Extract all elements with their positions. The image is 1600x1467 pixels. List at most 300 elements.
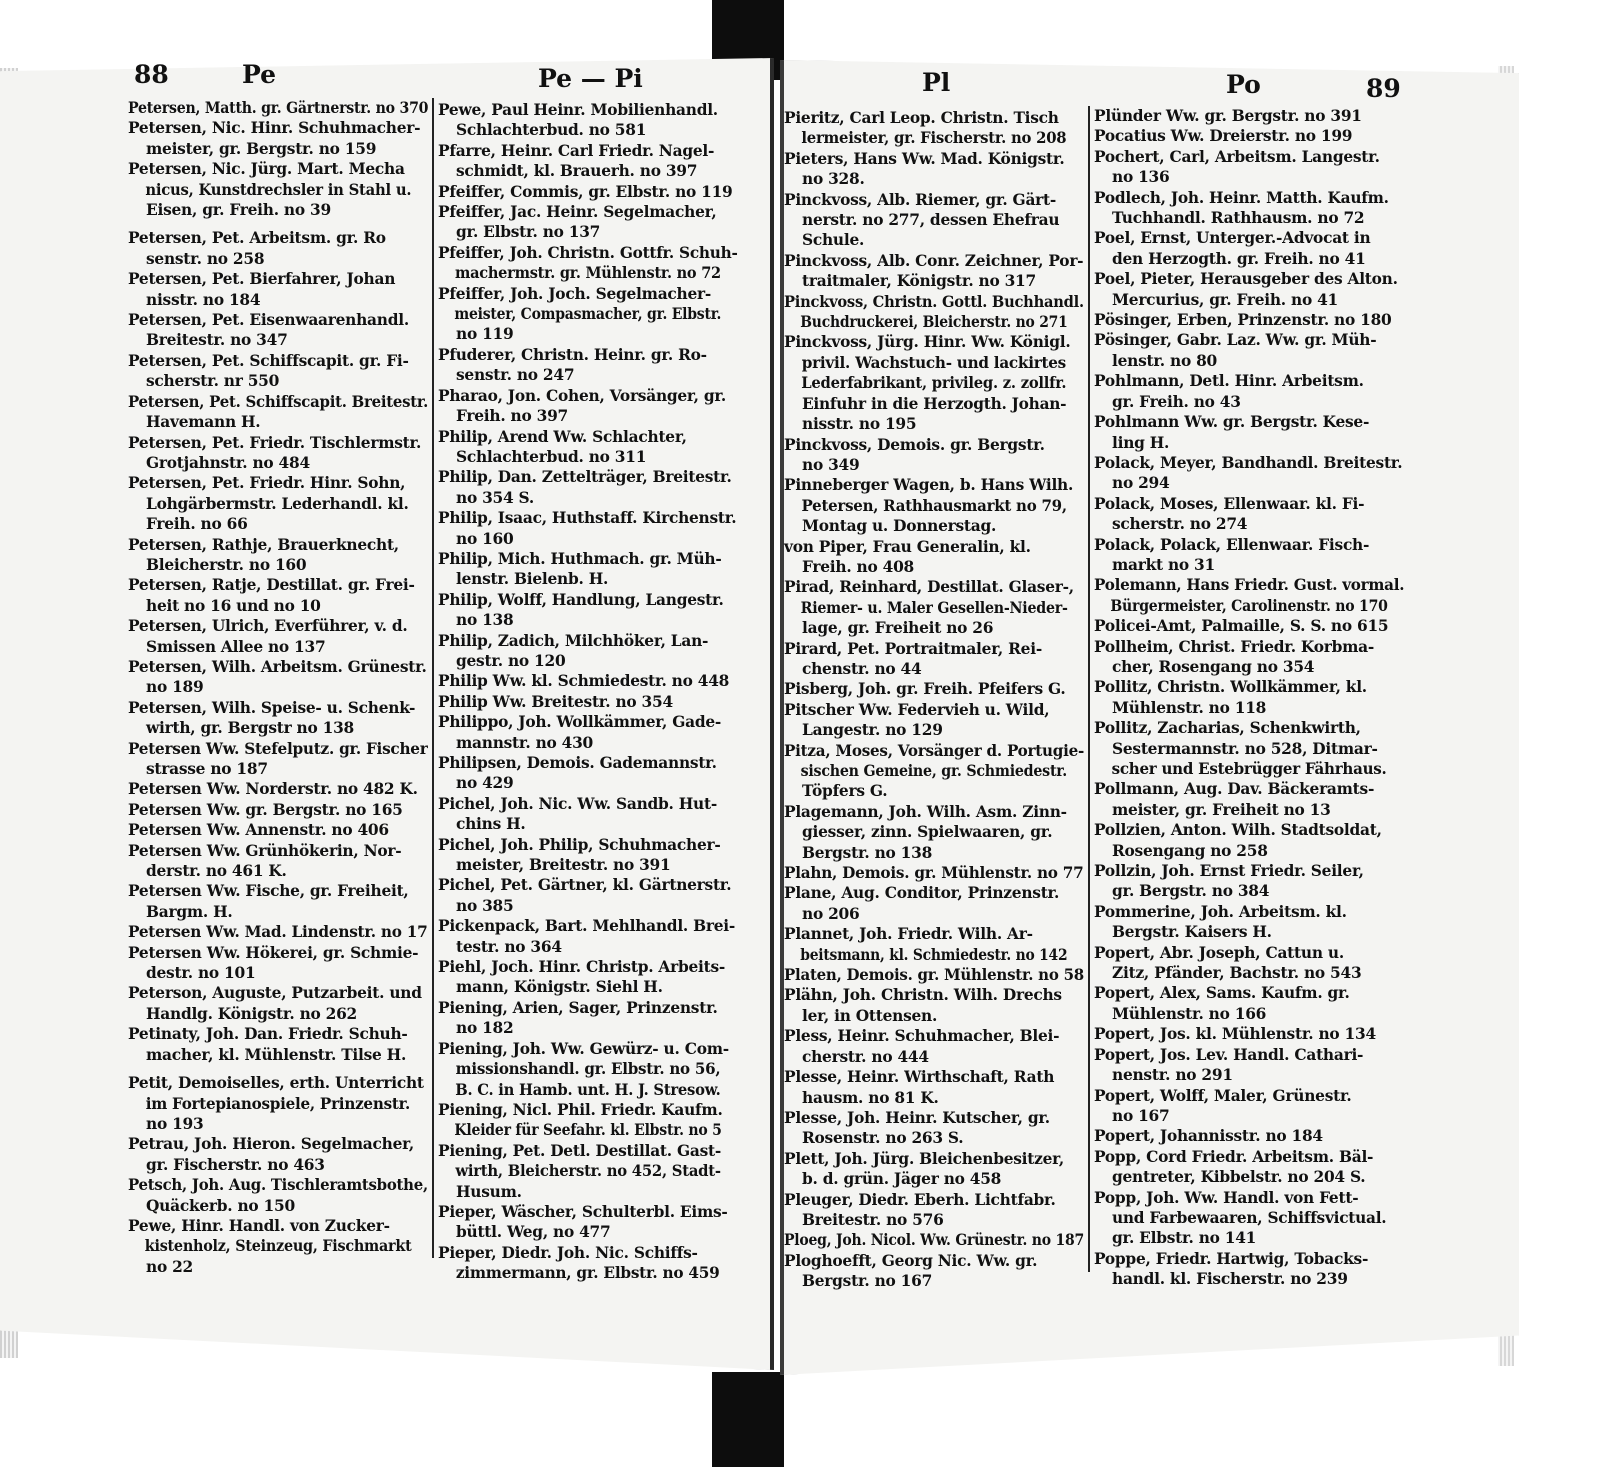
- entry-line: Pfeiffer, Commis, gr. Elbstr. no 119: [438, 182, 733, 201]
- entry-line: no 119: [456, 325, 514, 344]
- directory-entry: [438, 1141, 738, 1202]
- directory-entry: [1094, 126, 1404, 146]
- entry-line: Plett, Joh. Jürg. Bleichenbesitzer,: [784, 1149, 1064, 1168]
- entry-line: Petsch, Joh. Aug. Tischleramtsbothe,: [128, 1176, 428, 1195]
- entry-line: privil. Wachstuch- und lackirtes: [801, 353, 1066, 372]
- entry-line: gr. Bergstr. no 384: [1112, 882, 1270, 901]
- entry-line: Pitscher Ww. Federvieh u. Wild,: [784, 700, 1050, 719]
- entry-line: Philipsen, Demois. Gademannstr.: [438, 754, 717, 772]
- entry-line: wirth, gr. Bergstr no 138: [146, 719, 354, 738]
- directory-entry: [128, 473, 428, 534]
- directory-entry: [784, 537, 1084, 578]
- directory-entry: [784, 1149, 1084, 1190]
- directory-entry: [438, 243, 738, 284]
- entry-line: Pichel, Pet. Gärtner, kl. Gärtnerstr.: [438, 876, 732, 895]
- entry-line: Pless, Heinr. Schuhmacher, Blei-: [784, 1027, 1060, 1046]
- entry-line: handl. kl. Fischerstr. no 239: [1112, 1270, 1348, 1289]
- directory-entry: [784, 149, 1084, 190]
- entry-line: strasse no 187: [146, 760, 268, 778]
- entry-line: Pommerine, Joh. Arbeitsm. kl.: [1094, 902, 1347, 921]
- directory-entry: [438, 998, 738, 1039]
- entry-line: Philip, Mich. Huthmach. gr. Müh-: [438, 549, 722, 568]
- directory-entry: [1094, 453, 1404, 494]
- entry-line: missionshandl. gr. Elbstr. no 56,: [455, 1060, 721, 1079]
- entry-line: b. d. grün. Jäger no 458: [802, 1170, 1002, 1189]
- directory-entry: [1094, 1147, 1404, 1188]
- entry-line: Eisen, gr. Freih. no 39: [146, 201, 331, 220]
- directory-entry: [784, 679, 1084, 699]
- entry-line: giesser, zinn. Spielwaaren, gr.: [802, 823, 1053, 842]
- directory-entry: [438, 284, 738, 345]
- directory-entry: [128, 433, 428, 474]
- entry-line: Popert, Jos. kl. Mühlenstr. no 134: [1094, 1025, 1376, 1044]
- entry-line: no 429: [456, 774, 514, 793]
- directory-entry: [784, 1108, 1084, 1149]
- entry-line: nisstr. no 195: [802, 415, 917, 434]
- directory-entry: [128, 310, 428, 351]
- entry-line: Plesse, Heinr. Wirthschaft, Rath: [784, 1068, 1055, 1087]
- entry-line: ling H.: [1112, 433, 1170, 452]
- directory-entry: [1094, 1188, 1404, 1249]
- entry-line: Bergstr. no 167: [802, 1272, 933, 1291]
- directory-entry: [128, 1175, 428, 1216]
- entry-line: Petersen, Nic. Jürg. Mart. Mecha: [128, 160, 405, 179]
- entry-line: Pfeiffer, Jac. Heinr. Segelmacher,: [438, 203, 717, 222]
- entry-line: Podlech, Joh. Heinr. Matth. Kaufm.: [1094, 188, 1389, 207]
- directory-entry: [784, 985, 1084, 1026]
- entry-line: Pollitz, Zacharias, Schenkwirth,: [1094, 719, 1361, 738]
- entry-line: Breitestr. no 576: [802, 1210, 944, 1229]
- entry-line: Lohgärbermstr. Lederhandl. kl.: [146, 494, 409, 513]
- entry-line: Pinckvoss, Alb. Conr. Zeichner, Por-: [784, 251, 1084, 270]
- directory-entry: [438, 182, 738, 202]
- directory-entry: [128, 1134, 428, 1175]
- entry-line: Mercurius, gr. Freih. no 41: [1112, 290, 1338, 309]
- entry-line: Pocatius Ww. Dreierstr. no 199: [1094, 127, 1353, 146]
- entry-line: nenstr. no 291: [1112, 1066, 1233, 1085]
- entry-line: Petit, Demoiselles, erth. Unterricht: [128, 1074, 424, 1093]
- entry-line: im Fortepianospiele, Prinzenstr.: [145, 1094, 410, 1113]
- entry-line: Philip Ww. Breitestr. no 354: [438, 692, 673, 711]
- directory-entry: [128, 881, 428, 922]
- entry-line: gr. Freih. no 43: [1112, 392, 1241, 411]
- entry-line: no 193: [146, 1114, 204, 1133]
- entry-line: Petersen Ww. Norderstr. no 482 K.: [128, 780, 418, 799]
- entry-line: Smissen Allee no 137: [146, 637, 326, 656]
- entry-line: Polemann, Hans Friedr. Gust. vormal.: [1094, 576, 1405, 595]
- directory-entry: [438, 141, 738, 182]
- entry-line: scher und Estebrügger Fährhaus.: [1111, 760, 1387, 778]
- directory-entry: [128, 922, 428, 942]
- left-page-number: 88: [134, 60, 169, 89]
- directory-entry: [438, 202, 738, 243]
- entry-line: Pochert, Carl, Arbeitsm. Langestr.: [1094, 147, 1380, 166]
- directory-entry: [1094, 575, 1404, 616]
- directory-entry: [128, 779, 428, 799]
- right-column-1: [784, 108, 1084, 1292]
- directory-entry: [438, 1039, 738, 1100]
- entry-line: B. C. in Hamb. unt. H. J. Stresow.: [455, 1080, 721, 1099]
- left-column2-running-head: Pe — Pi: [538, 64, 643, 93]
- entry-line: kistenholz, Steinzeug, Fischmarkt: [144, 1237, 412, 1256]
- directory-entry: [784, 965, 1084, 985]
- entry-line: Pfeiffer, Joh. Christn. Gottfr. Schuh-: [438, 243, 738, 262]
- directory-entry: [438, 671, 738, 691]
- entry-line: ler, in Ottensen.: [802, 1006, 938, 1025]
- entry-line: Pösinger, Gabr. Laz. Ww. gr. Müh-: [1094, 331, 1377, 350]
- entry-line: macher, kl. Mühlenstr. Tilse H.: [146, 1045, 407, 1064]
- entry-line: Kleider für Seefahr. kl. Elbstr. no 5: [454, 1121, 722, 1140]
- entry-line: gr. Fischerstr. no 463: [146, 1155, 325, 1174]
- entry-line: Pohlmann Ww. gr. Bergstr. Kese-: [1094, 413, 1370, 432]
- entry-line: mannstr. no 430: [456, 733, 594, 752]
- directory-entry: [128, 159, 428, 220]
- entry-line: Popert, Johannisstr. no 184: [1094, 1127, 1323, 1146]
- entry-line: scherstr. nr 550: [146, 372, 280, 391]
- entry-line: Plähn, Joh. Christn. Wilh. Drechs: [784, 986, 1062, 1005]
- directory-entry: [784, 883, 1084, 924]
- entry-line: Plannet, Joh. Friedr. Wilh. Ar-: [784, 925, 1033, 944]
- entry-line: Polack, Polack, Ellenwaar. Fisch-: [1094, 535, 1370, 554]
- entry-line: senstr. no 258: [146, 249, 265, 268]
- directory-entry: [784, 475, 1084, 536]
- entry-line: Petersen, Wilh. Speise- u. Schenk-: [128, 698, 416, 717]
- directory-entry: [784, 1067, 1084, 1108]
- entry-line: Petersen, Wilh. Arbeitsm. Grünestr.: [128, 657, 427, 676]
- entry-line: Petersen, Pet. Friedr. Tischlermstr.: [128, 433, 422, 452]
- entry-line: Petersen, Pet. Eisenwaarenhandl.: [128, 311, 409, 330]
- entry-line: Petersen Ww. gr. Bergstr. no 165: [128, 800, 403, 819]
- entry-line: Petersen, Pet. Schiffscapit. gr. Fi-: [128, 351, 409, 370]
- entry-line: Pollzien, Anton. Wilh. Stadtsoldat,: [1094, 821, 1382, 840]
- entry-line: Popp, Cord Friedr. Arbeitsm. Bäl-: [1094, 1147, 1374, 1166]
- entry-line: Petersen, Pet. Bierfahrer, Johan: [128, 270, 396, 289]
- entry-line: Philip, Wolff, Handlung, Langestr.: [438, 590, 724, 609]
- directory-entry: [438, 386, 738, 427]
- entry-line: gestr. no 120: [456, 651, 566, 670]
- directory-entry: [128, 1073, 428, 1134]
- directory-entry: [128, 575, 428, 616]
- directory-entry: [1094, 1126, 1404, 1146]
- entry-line: Philip, Zadich, Milchhöker, Lan-: [438, 631, 709, 650]
- entry-line: Peterson, Auguste, Putzarbeit. und: [128, 984, 422, 1003]
- left-running-head: Pe: [242, 60, 277, 89]
- directory-entry: [1094, 412, 1404, 453]
- entry-line: gr. Elbstr. no 137: [456, 223, 601, 242]
- directory-entry: [1094, 228, 1404, 269]
- directory-entry: [784, 1190, 1084, 1231]
- entry-line: Pinckvoss, Christn. Gottl. Buchhandl.: [784, 292, 1084, 311]
- directory-entry: [784, 924, 1084, 965]
- entry-line: Philip Ww. kl. Schmiedestr. no 448: [438, 672, 730, 691]
- directory-entry: [128, 616, 428, 657]
- directory-entry: [784, 577, 1084, 638]
- entry-line: Pharao, Jon. Cohen, Vorsänger, gr.: [438, 386, 726, 405]
- entry-line: no 138: [456, 611, 514, 630]
- directory-entry: [784, 1026, 1084, 1067]
- entry-line: Pollheim, Christ. Friedr. Korbma-: [1094, 637, 1374, 656]
- entry-line: Einfuhr in die Herzogth. Johan-: [801, 394, 1067, 413]
- entry-line: gentreter, Kibbelstr. no 204 S.: [1112, 1168, 1366, 1187]
- entry-line: Bürgermeister, Carolinenstr. no 170: [1110, 596, 1388, 615]
- entry-line: Montag u. Donnerstag.: [802, 517, 997, 536]
- directory-entry: [128, 841, 428, 882]
- entry-line: Husum.: [456, 1182, 522, 1201]
- directory-entry: [128, 983, 428, 1024]
- entry-line: Grotjahnstr. no 484: [146, 453, 310, 472]
- entry-line: zimmermann, gr. Elbstr. no 459: [455, 1264, 720, 1283]
- entry-line: Freih. no 408: [802, 557, 914, 576]
- right-running-head-left: Pl: [922, 68, 951, 97]
- directory-entry: [128, 739, 428, 780]
- entry-line: mann, Königstr. Siehl H.: [456, 978, 663, 997]
- entry-line: Philip, Dan. Zettelträger, Breitestr.: [438, 468, 732, 487]
- entry-line: Poppe, Friedr. Hartwig, Tobacks-: [1094, 1249, 1369, 1268]
- entry-line: Popert, Alex, Sams. Kaufm. gr.: [1094, 984, 1350, 1003]
- entry-line: sischen Gemeine, gr. Schmiedestr.: [800, 762, 1067, 780]
- directory-entry: [784, 292, 1084, 333]
- entry-line: markt no 31: [1112, 555, 1215, 574]
- entry-line: no 189: [146, 678, 204, 697]
- entry-line: no 385: [456, 896, 514, 915]
- directory-entry: [1094, 1249, 1404, 1290]
- entry-line: meister, gr. Freiheit no 13: [1112, 800, 1331, 819]
- directory-entry: [128, 1024, 428, 1065]
- directory-entry: [438, 590, 738, 631]
- directory-entry: [438, 427, 738, 468]
- entry-line: Piehl, Joch. Hinr. Christp. Arbeits-: [438, 958, 726, 977]
- entry-line: Philip, Isaac, Huthstaff. Kirchenstr.: [438, 509, 737, 528]
- directory-entry: [1094, 310, 1404, 330]
- entry-line: wirth, Bleicherstr. no 452, Stadt-: [455, 1162, 721, 1181]
- entry-line: Pohlmann, Detl. Hinr. Arbeitsm.: [1094, 372, 1364, 391]
- entry-line: Policei-Amt, Palmaille, S. S. no 615: [1094, 617, 1389, 636]
- entry-line: no 167: [1112, 1106, 1170, 1125]
- directory-entry: [438, 1202, 738, 1243]
- entry-line: Bleicherstr. no 160: [146, 555, 307, 574]
- entry-line: Pichel, Joh. Nic. Ww. Sandb. Hut-: [438, 794, 717, 813]
- directory-entry: [784, 863, 1084, 883]
- entry-line: Philip, Arend Ww. Schlachter,: [438, 427, 687, 446]
- entry-line: Ploeg, Joh. Nicol. Ww. Grünestr. no 187: [784, 1231, 1084, 1250]
- entry-line: nerstr. no 277, dessen Ehefrau: [802, 211, 1060, 230]
- directory-entry: [1094, 861, 1404, 902]
- entry-line: Schlachterbud. no 581: [456, 121, 647, 140]
- entry-line: no 136: [1112, 168, 1170, 187]
- directory-entry: [1094, 718, 1404, 779]
- directory-entry: [438, 875, 738, 916]
- entry-line: Freih. no 66: [146, 515, 248, 534]
- left-column-1: [128, 98, 428, 1277]
- directory-entry: [128, 118, 428, 159]
- entry-line: Pollitz, Christn. Wollkämmer, kl.: [1094, 678, 1367, 697]
- entry-line: Mühlenstr. no 166: [1112, 1004, 1267, 1023]
- entry-line: Petinaty, Joh. Dan. Friedr. Schuh-: [128, 1025, 408, 1044]
- entry-line: Pieters, Hans Ww. Mad. Königstr.: [784, 149, 1065, 168]
- entry-line: Pieper, Diedr. Joh. Nic. Schiffs-: [438, 1243, 698, 1262]
- directory-entry: [438, 835, 738, 876]
- entry-line: Petersen Ww. Grünhökerin, Nor-: [128, 841, 402, 860]
- directory-entry: [1094, 677, 1404, 718]
- entry-line: Pieritz, Carl Leop. Christn. Tisch: [784, 109, 1059, 127]
- directory-entry: [128, 228, 428, 269]
- entry-line: schmidt, kl. Brauerh. no 397: [456, 162, 698, 181]
- directory-entry: [128, 351, 428, 392]
- entry-line: no 349: [802, 455, 860, 474]
- directory-entry: [128, 820, 428, 840]
- entry-line: Breitestr. no 347: [146, 331, 288, 350]
- entry-line: senstr. no 247: [456, 366, 575, 385]
- entry-line: machermstr. gr. Mühlenstr. no 72: [454, 264, 721, 283]
- directory-entry: [438, 467, 738, 508]
- directory-entry: [128, 698, 428, 739]
- directory-entry: [128, 657, 428, 698]
- entry-line: Pinneberger Wagen, b. Hans Wilh.: [784, 476, 1074, 495]
- entry-line: Quäckerb. no 150: [146, 1196, 295, 1215]
- entry-line: Pinckvoss, Demois. gr. Bergstr.: [784, 435, 1045, 454]
- entry-line: meister, gr. Bergstr. no 159: [146, 139, 377, 158]
- entry-line: Petersen, Pet. Friedr. Hinr. Sohn,: [128, 474, 406, 493]
- entry-line: Pewe, Paul Heinr. Mobilienhandl.: [438, 101, 718, 119]
- entry-line: Pirad, Reinhard, Destillat. Glaser-,: [784, 578, 1074, 597]
- entry-line: Philippo, Joh. Wollkämmer, Gade-: [438, 713, 722, 732]
- directory-entry: [438, 1243, 738, 1284]
- entry-line: Plane, Aug. Conditor, Prinzenstr.: [784, 884, 1060, 903]
- entry-line: cherstr. no 444: [802, 1047, 929, 1066]
- entry-line: Polack, Moses, Ellenwaar. kl. Fi-: [1094, 494, 1365, 513]
- left-column-rule: [432, 98, 434, 1258]
- entry-line: nicus, Kunstdrechsler in Stahl u.: [145, 180, 412, 199]
- directory-entry: [1094, 1045, 1404, 1086]
- entry-line: Plagemann, Joh. Wilh. Asm. Zinn-: [784, 802, 1067, 821]
- entry-line: derstr. no 461 K.: [146, 862, 287, 881]
- directory-entry: [1094, 902, 1404, 943]
- directory-entry: [784, 1230, 1084, 1250]
- directory-entry: [438, 631, 738, 672]
- directory-entry: [784, 1251, 1084, 1292]
- directory-entry: [784, 700, 1084, 741]
- directory-entry: [1094, 535, 1404, 576]
- entry-line: Pirard, Pet. Portraitmaler, Rei-: [784, 639, 1042, 658]
- entry-line: Pollmann, Aug. Dav. Bäckeramts-: [1094, 780, 1375, 799]
- entry-line: und Farbewaaren, Schiffsvictual.: [1111, 1208, 1387, 1227]
- directory-entry: [438, 345, 738, 386]
- entry-line: lage, gr. Freiheit no 26: [802, 619, 994, 638]
- entry-line: Petersen Ww. Fische, gr. Freiheit,: [128, 882, 409, 901]
- entry-line: Pfeiffer, Joh. Joch. Segelmacher-: [438, 284, 712, 303]
- entry-line: no 182: [456, 1019, 514, 1038]
- entry-line: Petersen Ww. Mad. Lindenstr. no 17: [128, 923, 428, 942]
- directory-entry: [1094, 106, 1404, 126]
- entry-line: destr. no 101: [146, 964, 256, 983]
- entry-line: Pisberg, Joh. gr. Freih. Pfeifers G.: [784, 680, 1066, 699]
- entry-line: no 22: [146, 1257, 193, 1276]
- directory-entry: [784, 190, 1084, 251]
- entry-line: Petrau, Joh. Hieron. Segelmacher,: [128, 1135, 414, 1154]
- entry-line: Poel, Pieter, Herausgeber des Alton.: [1094, 270, 1398, 289]
- entry-line: von Piper, Frau Generalin, kl.: [784, 537, 1031, 556]
- entry-line: Petersen, Pet. Schiffscapit. Breitestr.: [128, 392, 429, 411]
- entry-line: Petersen, Rathje, Brauerknecht,: [128, 535, 399, 554]
- directory-entry: [1094, 616, 1404, 636]
- entry-line: Zitz, Pfänder, Bachstr. no 543: [1112, 964, 1362, 983]
- directory-entry: [1094, 188, 1404, 229]
- entry-line: gr. Elbstr. no 141: [1112, 1229, 1257, 1248]
- entry-line: Plesse, Joh. Heinr. Kutscher, gr.: [784, 1108, 1050, 1127]
- entry-line: lenstr. Bielenb. H.: [456, 570, 609, 589]
- entry-line: meister, Compasmacher, gr. Elbstr.: [454, 305, 722, 324]
- entry-line: Pfarre, Heinr. Carl Friedr. Nagel-: [438, 141, 715, 160]
- entry-line: Schlachterbud. no 311: [456, 447, 647, 466]
- entry-line: Petersen, Rathhausmarkt no 79,: [801, 496, 1067, 515]
- entry-line: Petersen Ww. Hökerei, gr. Schmie-: [128, 943, 419, 962]
- directory-entry: [784, 332, 1084, 434]
- entry-line: Handlg. Königstr. no 262: [146, 1004, 358, 1023]
- entry-line: lenstr. no 80: [1112, 351, 1217, 370]
- entry-line: Pichel, Joh. Philip, Schuhmacher-: [438, 835, 721, 854]
- entry-line: Pickenpack, Bart. Mehlhandl. Brei-: [438, 917, 736, 936]
- directory-entry: [784, 251, 1084, 292]
- entry-line: Rosenstr. no 263 S.: [802, 1129, 964, 1148]
- entry-line: Bargm. H.: [146, 902, 233, 921]
- entry-line: Piening, Arien, Sager, Prinzenstr.: [438, 998, 718, 1017]
- entry-line: Petersen, Matth. gr. Gärtnerstr. no 370: [128, 99, 429, 117]
- directory-entry: [128, 1216, 428, 1277]
- directory-entry: [438, 753, 738, 794]
- directory-entry: [438, 549, 738, 590]
- entry-line: Polack, Meyer, Bandhandl. Breitestr.: [1094, 453, 1403, 472]
- entry-line: Pinckvoss, Alb. Riemer, gr. Gärt-: [784, 190, 1057, 209]
- directory-entry: [1094, 147, 1404, 188]
- entry-line: beitsmann, kl. Schmiedestr. no 142: [800, 945, 1068, 964]
- entry-line: Buchdruckerei, Bleicherstr. no 271: [800, 313, 1068, 332]
- entry-line: Pewe, Hinr. Handl. von Zucker-: [128, 1216, 390, 1235]
- entry-line: Bergstr. no 138: [802, 843, 933, 862]
- entry-line: Plünder Ww. gr. Bergstr. no 391: [1094, 107, 1362, 125]
- entry-line: lermeister, gr. Fischerstr. no 208: [801, 129, 1067, 148]
- directory-entry: [1094, 371, 1404, 412]
- directory-entry: [784, 639, 1084, 680]
- directory-entry: [128, 392, 428, 433]
- right-column-rule: [1088, 106, 1090, 1272]
- entry-line: Petersen, Ratje, Destillat. gr. Frei-: [128, 576, 415, 595]
- entry-line: meister, Breitestr. no 391: [456, 856, 671, 875]
- entry-line: Pösinger, Erben, Prinzenstr. no 180: [1094, 311, 1392, 330]
- directory-entry: [1094, 494, 1404, 535]
- entry-line: Bergstr. Kaisers H.: [1112, 923, 1272, 942]
- entry-line: Pinckvoss, Jürg. Hinr. Ww. Königl.: [784, 333, 1071, 352]
- directory-entry: [438, 692, 738, 712]
- entry-line: Schule.: [802, 231, 865, 250]
- entry-line: scherstr. no 274: [1112, 515, 1248, 534]
- entry-line: Piening, Pet. Detl. Destillat. Gast-: [438, 1141, 722, 1160]
- entry-line: testr. no 364: [456, 937, 562, 956]
- entry-line: Riemer- u. Maler Gesellen-Nieder-: [800, 598, 1068, 617]
- directory-entry: [128, 943, 428, 984]
- directory-entry: [438, 916, 738, 957]
- entry-line: Popert, Jos. Lev. Handl. Cathari-: [1094, 1045, 1364, 1064]
- entry-line: Pitza, Moses, Vorsänger d. Portugie-: [784, 741, 1085, 760]
- entry-line: Pfuderer, Christn. Heinr. gr. Ro-: [438, 345, 707, 364]
- entry-line: Langestr. no 129: [802, 721, 943, 740]
- directory-entry: [784, 741, 1084, 802]
- left-column-2: [438, 100, 738, 1284]
- entry-line: Piening, Joh. Ww. Gewürz- u. Com-: [438, 1039, 729, 1058]
- entry-line: heit no 16 und no 10: [146, 596, 321, 615]
- entry-line: Mühlenstr. no 118: [1112, 698, 1267, 717]
- entry-line: Petersen Ww. Annenstr. no 406: [128, 821, 389, 840]
- entry-line: Popert, Wolff, Maler, Grünestr.: [1094, 1086, 1352, 1105]
